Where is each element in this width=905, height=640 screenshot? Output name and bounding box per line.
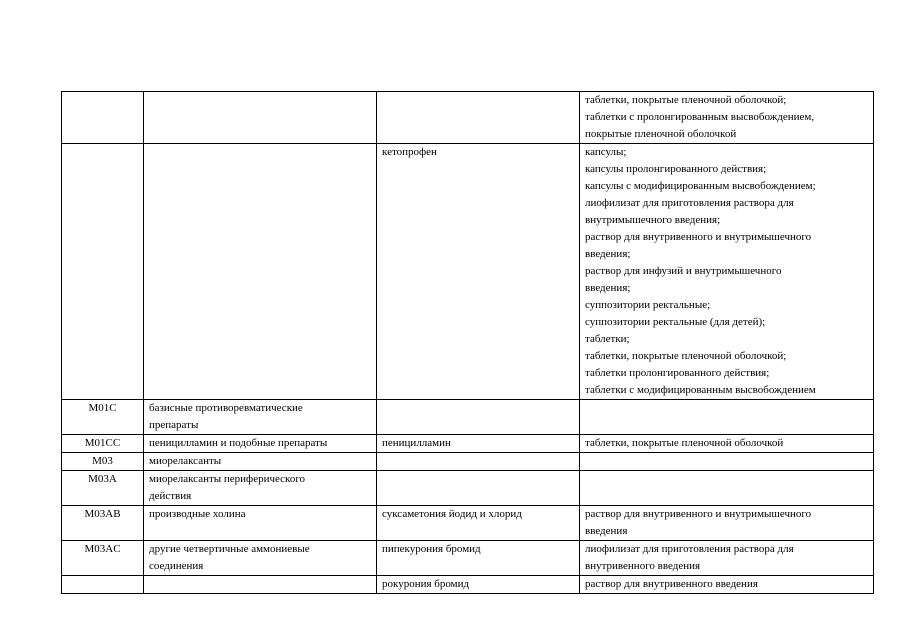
group-name-cell	[144, 435, 377, 453]
drug-name: кетопрофен	[382, 146, 437, 158]
group-name-line: соединения	[149, 560, 204, 572]
empty-cell-spacer	[585, 453, 868, 470]
drug-name-cell	[377, 144, 580, 400]
group-name-line: базисные противоревматические	[149, 402, 303, 414]
empty-cell-spacer	[382, 92, 574, 109]
dosage-form-line: внутримышечного введения;	[585, 214, 721, 226]
group-name-cell	[144, 453, 377, 471]
empty-cell-spacer	[382, 453, 574, 470]
empty-cell-spacer	[149, 92, 371, 109]
group-name-line: препараты	[149, 419, 199, 431]
dosage-form-line: таблетки, покрытые пленочной оболочкой	[585, 437, 784, 449]
empty-cell-spacer	[585, 400, 868, 417]
atc-code-cell	[62, 400, 144, 435]
table-row	[62, 144, 874, 400]
atc-code: M03	[92, 455, 113, 467]
dosage-form-line: капсулы с модифицированным высвобождением;	[585, 180, 816, 192]
empty-cell-spacer	[64, 576, 141, 593]
dosage-form-line: лиофилизат для приготовления раствора для	[585, 197, 794, 209]
dosage-form-line: таблетки с пролонгированным высвобождением,	[585, 111, 815, 123]
atc-code-cell	[62, 576, 144, 594]
dosage-form-line: покрытые пленочной оболочкой	[585, 128, 737, 140]
drug-name-cell	[377, 541, 580, 576]
group-name-cell	[144, 506, 377, 541]
dosage-form-line: лиофилизат для приготовления раствора для	[585, 543, 794, 555]
group-name-line: пеницилламин и подобные препараты	[149, 437, 328, 449]
drug-name-cell	[377, 471, 580, 506]
dosage-forms-cell	[580, 92, 874, 144]
dosage-form-line: суппозитории ректальные;	[585, 299, 711, 311]
dosage-forms-cell	[580, 576, 874, 594]
atc-code: M03AB	[84, 508, 121, 520]
group-name-line: миорелаксанты	[149, 455, 222, 467]
dosage-form-line: введения	[585, 525, 628, 537]
table-row	[62, 576, 874, 594]
dosage-forms-cell	[580, 435, 874, 453]
atc-code: M03A	[88, 473, 117, 485]
dosage-form-line: таблетки;	[585, 333, 630, 345]
dosage-form-line: раствор для внутривенного и внутримышечного	[585, 231, 812, 243]
atc-code-cell	[62, 144, 144, 400]
drug-name: рокурония бромид	[382, 578, 470, 590]
dosage-form-line: введения;	[585, 282, 631, 294]
dosage-form-line: таблетки пролонгированного действия;	[585, 367, 770, 379]
dosage-form-line: таблетки, покрытые пленочной оболочкой;	[585, 94, 787, 106]
drug-name: суксаметония йодид и хлорид	[382, 508, 522, 520]
dosage-form-line: капсулы;	[585, 146, 627, 158]
group-name-cell	[144, 92, 377, 144]
group-name-cell	[144, 400, 377, 435]
table-row	[62, 541, 874, 576]
group-name-line: действия	[149, 490, 192, 502]
atc-code-cell	[62, 453, 144, 471]
group-name-cell	[144, 144, 377, 400]
group-name-line: производные холина	[149, 508, 246, 520]
atc-code-cell	[62, 541, 144, 576]
dosage-form-line: суппозитории ректальные (для детей);	[585, 316, 766, 328]
drug-name-cell	[377, 576, 580, 594]
atc-code-cell	[62, 92, 144, 144]
table-row	[62, 92, 874, 144]
table-row	[62, 453, 874, 471]
empty-cell-spacer	[64, 144, 141, 161]
drug-name: пеницилламин	[382, 437, 451, 449]
atc-code-cell	[62, 471, 144, 506]
atc-code: M01CC	[84, 437, 121, 449]
drug-name-cell	[377, 92, 580, 144]
table-row	[62, 471, 874, 506]
group-name-line: миорелаксанты периферического	[149, 473, 306, 485]
dosage-form-line: внутривенного введения	[585, 560, 701, 572]
dosage-forms-cell	[580, 506, 874, 541]
group-name-cell	[144, 541, 377, 576]
dosage-form-line: таблетки, покрытые пленочной оболочкой;	[585, 350, 787, 362]
dosage-forms-cell	[580, 471, 874, 506]
empty-cell-spacer	[382, 471, 574, 488]
table-row	[62, 400, 874, 435]
empty-cell-spacer	[149, 144, 371, 161]
dosage-forms-cell	[580, 453, 874, 471]
drug-list-table	[61, 91, 874, 594]
drug-name-cell	[377, 435, 580, 453]
dosage-form-line: введения;	[585, 248, 631, 260]
dosage-form-line: раствор для инфузий и внутримышечного	[585, 265, 782, 277]
group-name-cell	[144, 576, 377, 594]
empty-cell-spacer	[585, 471, 868, 488]
group-name-cell	[144, 471, 377, 506]
table-row	[62, 435, 874, 453]
dosage-form-line: раствор для внутривенного введения	[585, 578, 758, 590]
empty-cell-spacer	[149, 576, 371, 593]
table-row	[62, 506, 874, 541]
dosage-form-line: капсулы пролонгированного действия;	[585, 163, 767, 175]
drug-name-cell	[377, 453, 580, 471]
atc-code: M01C	[88, 402, 117, 414]
dosage-forms-cell	[580, 541, 874, 576]
empty-cell-spacer	[382, 400, 574, 417]
dosage-forms-cell	[580, 144, 874, 400]
dosage-form-line: раствор для внутривенного и внутримышечного	[585, 508, 812, 520]
atc-code-cell	[62, 506, 144, 541]
dosage-form-line: таблетки с модифицированным высвобождением	[585, 384, 816, 396]
atc-code-cell	[62, 435, 144, 453]
drug-name-cell	[377, 506, 580, 541]
drug-name: пипекурония бромид	[382, 543, 481, 555]
table-body	[62, 92, 874, 594]
dosage-forms-cell	[580, 400, 874, 435]
atc-code: M03AC	[84, 543, 121, 555]
empty-cell-spacer	[64, 92, 141, 109]
group-name-line: другие четвертичные аммониевые	[149, 543, 310, 555]
drug-name-cell	[377, 400, 580, 435]
